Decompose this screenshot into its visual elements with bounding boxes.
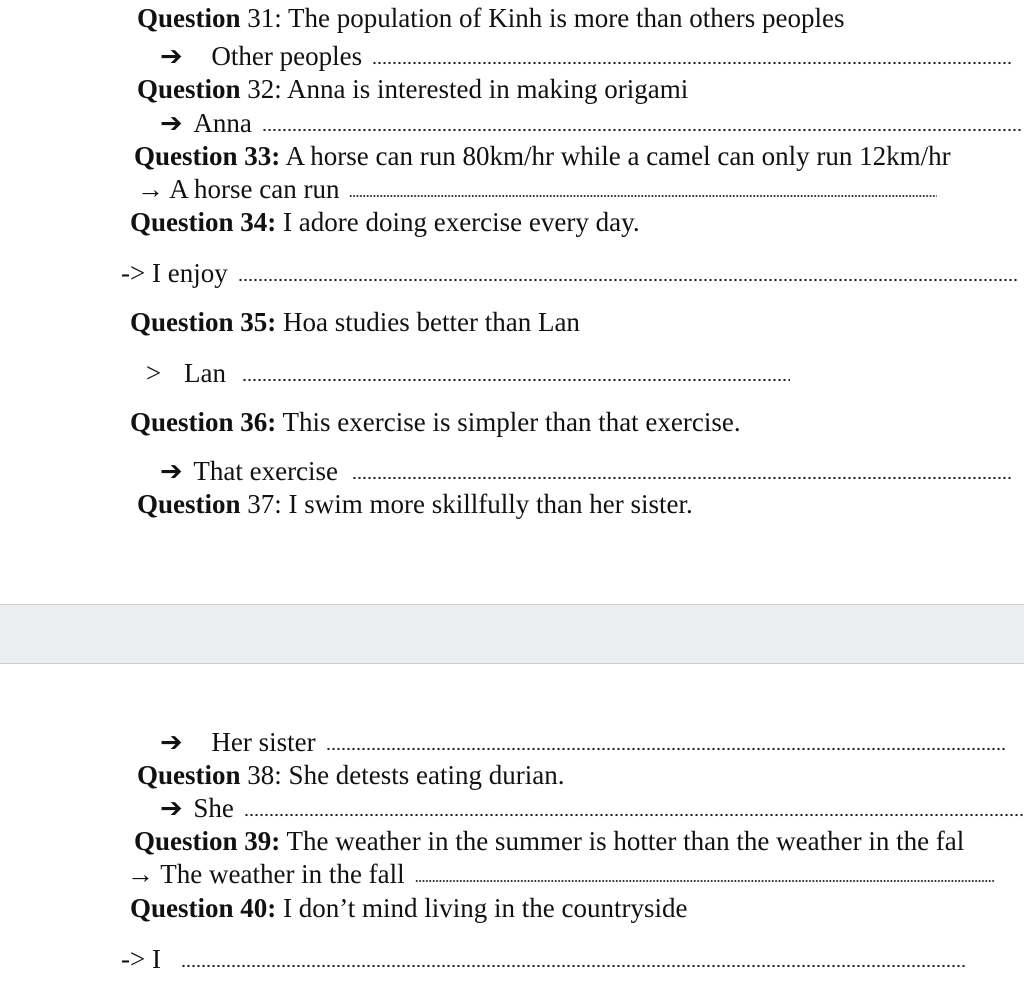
question-35: [130, 306, 580, 338]
question-label: Question 33:: [134, 141, 281, 171]
answer-blank[interactable]: [262, 128, 1022, 132]
question-number: 37: [247, 489, 275, 519]
answer-blank[interactable]: [372, 61, 1012, 65]
answer-blank[interactable]: [349, 194, 937, 198]
answer-prompt: A horse can run: [169, 174, 340, 204]
answer-line-37: [160, 726, 1006, 758]
arrow-icon: >: [146, 358, 162, 388]
answer-blank[interactable]: [244, 813, 1024, 817]
answer-line-33: [137, 173, 937, 205]
answer-prompt: That exercise: [193, 456, 339, 486]
answer-line-36: [160, 455, 1012, 487]
arrow-icon: ->: [121, 944, 146, 974]
question-label: Question: [137, 74, 241, 104]
question-text: I don’t mind living in the countryside: [276, 893, 688, 923]
answer-blank[interactable]: [238, 278, 1018, 282]
question-40: [130, 892, 687, 924]
question-label: Question 39:: [134, 826, 281, 856]
question-separator: :: [274, 489, 282, 519]
answer-prompt: She: [193, 793, 234, 823]
question-39: [134, 825, 964, 857]
arrow-icon: →: [127, 859, 154, 889]
question-number: 31: [247, 3, 275, 33]
answer-line-31: [160, 40, 1012, 72]
question-text: The weather in the summer is hotter than the weather in the fal: [280, 826, 965, 856]
question-33: [134, 140, 951, 172]
question-text: The population of Kinh is more than others peoples: [281, 3, 845, 33]
answer-blank[interactable]: [181, 964, 966, 968]
question-number: 32: [247, 74, 275, 104]
question-number: 38: [247, 760, 275, 790]
question-label: Question 34:: [130, 207, 277, 237]
answer-prompt: Her sister: [211, 727, 316, 757]
arrow-icon: ->: [121, 258, 146, 288]
question-31: [137, 2, 844, 34]
arrow-icon: →: [137, 174, 164, 204]
question-38: [137, 759, 564, 791]
question-label: Question 36:: [130, 407, 277, 437]
question-text: She detests eating durian.: [281, 760, 565, 790]
answer-line-32: [160, 107, 1022, 139]
arrow-icon: ➔: [160, 793, 183, 823]
answer-line-40: [121, 943, 966, 975]
answer-line-34: [121, 257, 1018, 289]
arrow-icon: ➔: [160, 108, 183, 138]
page-break-gap: [0, 604, 1024, 664]
answer-line-39: [127, 858, 995, 890]
question-label: Question 40:: [130, 893, 277, 923]
question-36: [130, 406, 741, 438]
question-separator: :: [274, 74, 282, 104]
arrow-icon: ➔: [160, 727, 183, 757]
question-label: Question: [137, 3, 241, 33]
answer-blank[interactable]: [326, 747, 1006, 751]
question-label: Question: [137, 760, 241, 790]
answer-line-38: [160, 792, 1024, 824]
answer-prompt: I enjoy: [151, 258, 228, 288]
question-label: Question: [137, 489, 241, 519]
question-text: Anna is interested in making origami: [281, 74, 689, 104]
question-text: A horse can run 80km/hr while a camel can only run 12km/hr: [280, 141, 951, 171]
question-separator: :: [274, 3, 282, 33]
answer-blank[interactable]: [352, 476, 1012, 480]
question-32: [137, 73, 688, 105]
answer-line-35: [146, 357, 790, 389]
question-text: This exercise is simpler than that exercise.: [276, 407, 741, 437]
answer-prompt: Anna: [193, 108, 252, 138]
answer-blank[interactable]: [415, 879, 995, 883]
question-34: [130, 206, 640, 238]
arrow-icon: ➔: [160, 41, 183, 71]
answer-prompt: Lan: [183, 358, 226, 388]
question-text: Hoa studies better than Lan: [276, 307, 580, 337]
arrow-icon: ➔: [160, 456, 183, 486]
question-label: Question 35:: [130, 307, 277, 337]
answer-prompt: The weather in the fall: [160, 859, 405, 889]
question-37: [137, 488, 693, 520]
question-text: I swim more skillfully than her sister.: [281, 489, 693, 519]
answer-prompt: Other peoples: [211, 41, 363, 71]
question-text: I adore doing exercise every day.: [276, 207, 640, 237]
answer-blank[interactable]: [242, 378, 790, 382]
answer-prompt: I: [151, 944, 161, 974]
question-separator: :: [274, 760, 282, 790]
document-page-bottom: [0, 664, 1024, 986]
